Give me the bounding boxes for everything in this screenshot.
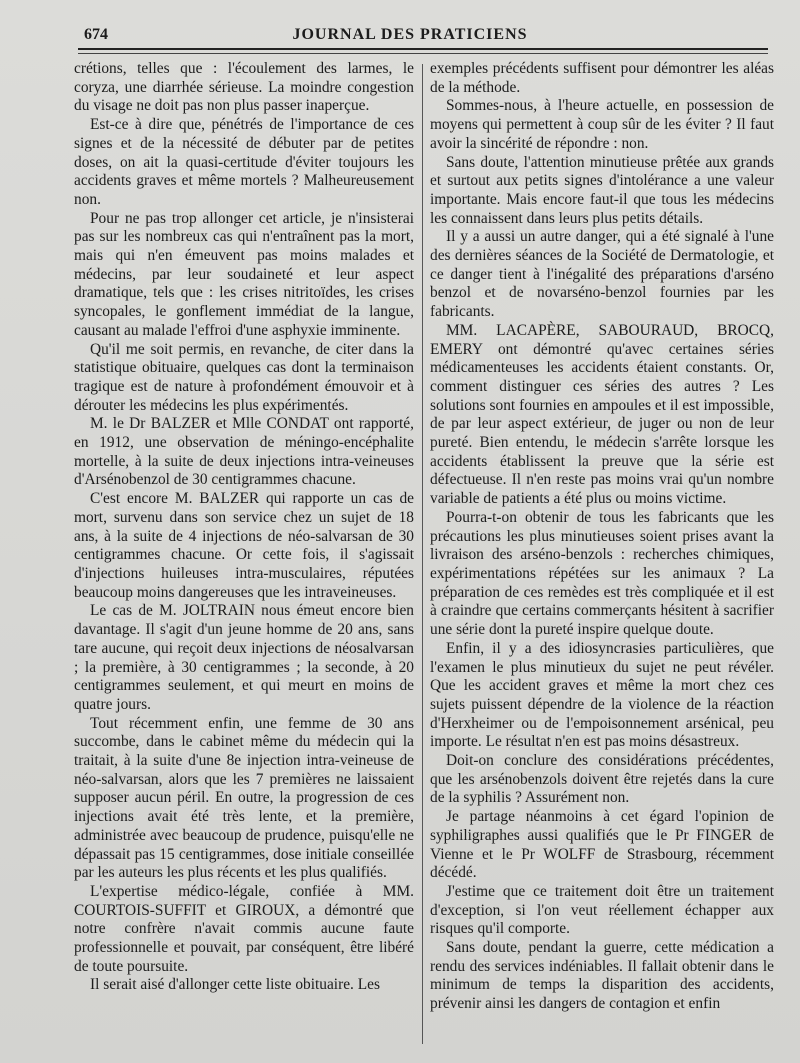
paragraph: Doit-on conclure des considérations précédentes, que les arsénobenzols doivent être rejetés dans la cure de la syphilis ? Assurément non. [430,752,774,807]
paragraph: Il serait aisé d'allonger cette liste obituaire. Les [90,976,380,994]
page-header [40,22,780,46]
paragraph: L'expertise médico-légale, confiée à MM. COURTOIS-SUFFIT et GIROUX, a démontré que notre confrère n'avait commis aucune faute professionnelle et pouvait, par conséquent, être libéré de toute poursuite. [74,882,414,975]
running-title: JOURNAL DES PRATICIENS [292,26,528,43]
page-number: 674 [84,26,108,43]
paragraph: Est-ce à dire que, pénétrés de l'importance de ces signes et de la nécessité de débuter par de petites doses, on ait la quasi-certitude d'éviter toujours les accidents graves et même mortels ? Malheureusement non. [74,116,414,208]
paragraph: J'estime que ce traitement doit être un traitement d'exception, si l'on veut réellement échapper aux risques qu'il comporte. [430,882,774,938]
left-column [74,60,414,995]
column-divider [422,64,423,1044]
paragraph: Pourra-t-on obtenir de tous les fabricants que les précautions les plus minutieuses soient prises avant la livraison des arséno-benzols : recherches chimiques, expérimentations répétées sur les animaux ? La préparation de ces remèdes est très compliquée et il est à craindre que certains commerçants hésitent à sacrifier une série dont la pureté inspire quelque doute. [430,508,774,639]
paragraph: Je partage néanmoins à cet égard l'opinion de syphiligraphes aussi qualifiés que le Pr FINGER de Vienne et le Pr WOLFF de Strasbourg, récemment décédé. [430,808,774,882]
paragraph: Enfin, il y a des idiosyncrasies particulières, que l'examen le plus minutieux du sujet ne peut révéler. Que les accident graves et même la mort chez ces sujets puissent dépendre de la violence de la réaction d'Herxheimer ou de l'empoisonnement arsénical, peu importe. Le résultat n'en est pas moins désastreux. [430,639,774,751]
paragraph: Pour ne pas trop allonger cet article, je n'insisterai pas sur les nombreux cas qui n'entraînent pas la mort, mais qui n'en émeuvent pas moins malades et médecins, par leur soudaineté et leur aspect dramatique, tels que : les crises nitritoïdes, les crises syncopales, le gonflement immédiat de la langue, causant au malade l'effroi d'une asphyxie imminente. [74,209,414,339]
paragraph: crétions, telles que : l'écoulement des larmes, le coryza, une diarrhée sérieuse. La moindre congestion du visage ne doit pas non plus passer inaperçue. [74,60,414,115]
paragraph: Sans doute, l'attention minutieuse prêtée aux grands et surtout aux petits signes d'intolérance a une valeur importante. Mais encore faut-il que tous les médecins les connaissent dans leurs plus petits détails. [430,153,774,227]
paragraph: Qu'il me soit permis, en revanche, de citer dans la statistique obituaire, quelques cas dont la terminaison tragique est de nature à profondément émouvoir et à dérouter les médecins les plus expérimentés. [74,340,414,414]
paragraph: Le cas de M. JOLTRAIN nous émeut encore bien davantage. Il s'agit d'un jeune homme de 20 ans, sans tare aucune, qui reçoit deux injections de néosalvarsan ; la première, à 30 centigrammes ; la seconde, à 20 centigrammes seulement, et qui meurt en moins de quatre jours. [74,602,414,713]
paragraph: M. le Dr BALZER et Mlle CONDAT ont rapporté, en 1912, une observation de méningo-encéphalite mortelle, à la suite de deux injections intra-veineuses d'Arsénobenzol de 30 centigrammes chacune. [74,415,414,489]
paragraph: C'est encore M. BALZER qui rapporte un cas de mort, survenu dans son service chez un sujet de 18 ans, à la suite de 4 injections de néo-salvarsan de 30 centigrammes chacune. Or cette fois, il s'agissait d'injections huileuses intra-musculaires, réputées beaucoup moins dangereuses que les intraveineuses. [74,490,414,601]
paragraph: Il y a aussi un autre danger, qui a été signalé à l'une des dernières séances de la Société de Dermatologie, et ce danger tient à l'inégalité des préparations d'arséno benzol et de novarséno-benzol fournies par les fabricants. [430,228,774,321]
paragraph: Sans doute, pendant la guerre, cette médication a rendu des services indéniables. Il fallait obtenir dans le minimum de temps la disparition des accidents, prévenir ainsi les dangers de contagion et enfin [430,939,774,1013]
paragraph: Sommes-nous, à l'heure actuelle, en possession de moyens qui permettent à coup sûr de les éviter ? Il faut avoir la sincérité de répondre : non. [430,97,774,152]
right-column [430,60,774,1014]
paragraph: MM. LACAPÈRE, SABOURAUD, BROCQ, EMERY ont démontré qu'avec certaines séries médicamenteuses les accidents étaient constants. Or, comment distinguer ces séries des autres ? Les solutions sont fournies en ampoules et il est impossible, de par leur aspect extérieur, de juger ou non de leur pureté. Bien entendu, le médecin s'arrête lorsque les accidents établissent la preuve que la série est défectueuse. Il n'en reste pas moins vrai qu'un nombre variable de patients a été plus ou moins victime. [430,321,774,508]
paragraph: exemples précédents suffisent pour démontrer les aléas de la méthode. [430,60,774,96]
header-rule [78,48,768,54]
paragraph: Tout récemment enfin, une femme de 30 ans succombe, dans le cabinet même du médecin qui la traitait, à la suite d'une 8e injection intra-veineuse de néo-salvarsan, alors que les 7 premières ne laissaient supposer aucun péril. En outre, la progression de ces injections avait été très lente, et la première, administrée avec beaucoup de prudence, puisqu'elle ne dépassait pas 15 centigrammes, dose initiale conseillée par les auteurs les plus récents et les plus qualifiés. [74,714,414,882]
